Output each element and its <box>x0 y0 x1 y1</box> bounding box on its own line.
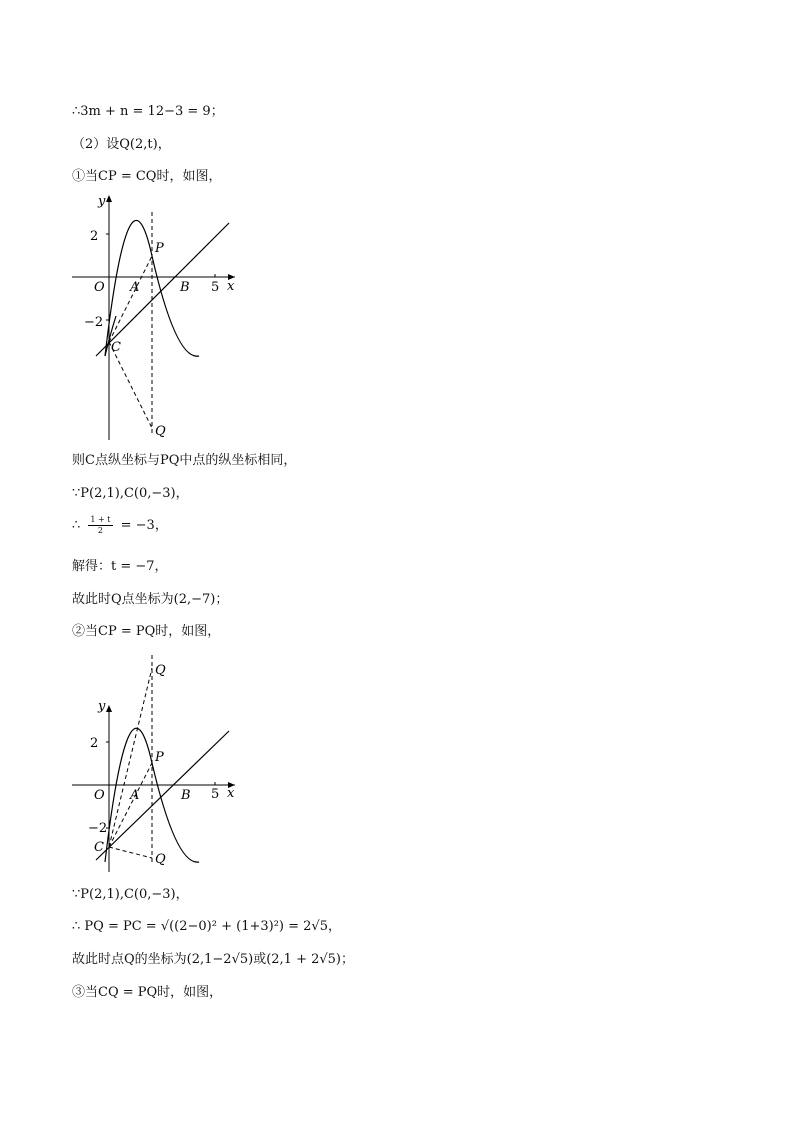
dashed-cq-top <box>109 668 152 847</box>
text-line-3: ①当CP = CQ时，如图， <box>72 169 222 184</box>
label-tick-2: 2 <box>90 229 99 244</box>
fraction-denominator: 2 <box>97 526 103 535</box>
label-a: A <box>130 788 140 803</box>
label-q: Q <box>155 424 166 439</box>
label-x: x <box>227 279 235 294</box>
figure-2 <box>60 650 260 875</box>
dashed-cp <box>109 256 152 342</box>
label-c: C <box>94 840 104 855</box>
fraction <box>88 515 112 536</box>
label-o: O <box>94 280 105 295</box>
label-y: y <box>98 194 106 209</box>
text-line-4: 则C点纵坐标与PQ中点的纵坐标相同， <box>72 453 297 468</box>
text-line-10: ∵P(2,1),C(0,−3)， <box>72 887 189 902</box>
text-line-7: 解得：t = −7， <box>72 559 168 574</box>
label-o: O <box>94 788 105 803</box>
text-line-13: ③当CQ = PQ时，如图， <box>72 985 223 1000</box>
label-p: P <box>155 241 164 256</box>
label-tick-5: 5 <box>211 787 220 802</box>
text-line-5: ∵P(2,1),C(0,−3)， <box>72 486 189 501</box>
figure-1 <box>60 190 260 445</box>
label-x: x <box>227 786 235 801</box>
text-line-2: （2）设Q(2,t)， <box>72 137 171 152</box>
label-y: y <box>98 699 106 714</box>
label-b: B <box>180 280 190 295</box>
label-tick-5: 5 <box>211 280 220 295</box>
fraction-prefix: ∴ <box>72 518 85 533</box>
label-tick-m2: −2 <box>84 315 104 330</box>
label-tick-2: 2 <box>90 736 99 751</box>
label-a: A <box>130 280 140 295</box>
label-c: C <box>111 340 121 355</box>
fraction-numerator: 1 + t <box>90 515 111 524</box>
label-b: B <box>181 788 191 803</box>
fraction-rhs: = −3， <box>120 518 168 533</box>
text-line-11: ∴ PQ = PC = √((2−0)² + (1+3)²) = 2√5， <box>72 919 341 934</box>
label-p: P <box>155 750 164 765</box>
dashed-cq-bottom <box>109 847 152 858</box>
text-line-12: 故此时点Q的坐标为(2,1−2√5)或(2,1 + 2√5)； <box>72 952 354 967</box>
text-line-8: 故此时Q点坐标为(2,−7)； <box>72 592 229 607</box>
label-q-bottom: Q <box>155 852 166 867</box>
label-q-top: Q <box>155 663 166 678</box>
y-axis-arrow-icon <box>106 195 112 202</box>
label-tick-m2: −2 <box>88 821 108 836</box>
text-line-1: ∴3m + n = 12−3 = 9； <box>72 104 224 119</box>
y-axis-arrow-icon <box>106 705 112 712</box>
text-line-6 <box>72 515 168 536</box>
dashed-cp <box>109 763 152 847</box>
text-line-9: ②当CP = PQ时，如图， <box>72 624 221 639</box>
